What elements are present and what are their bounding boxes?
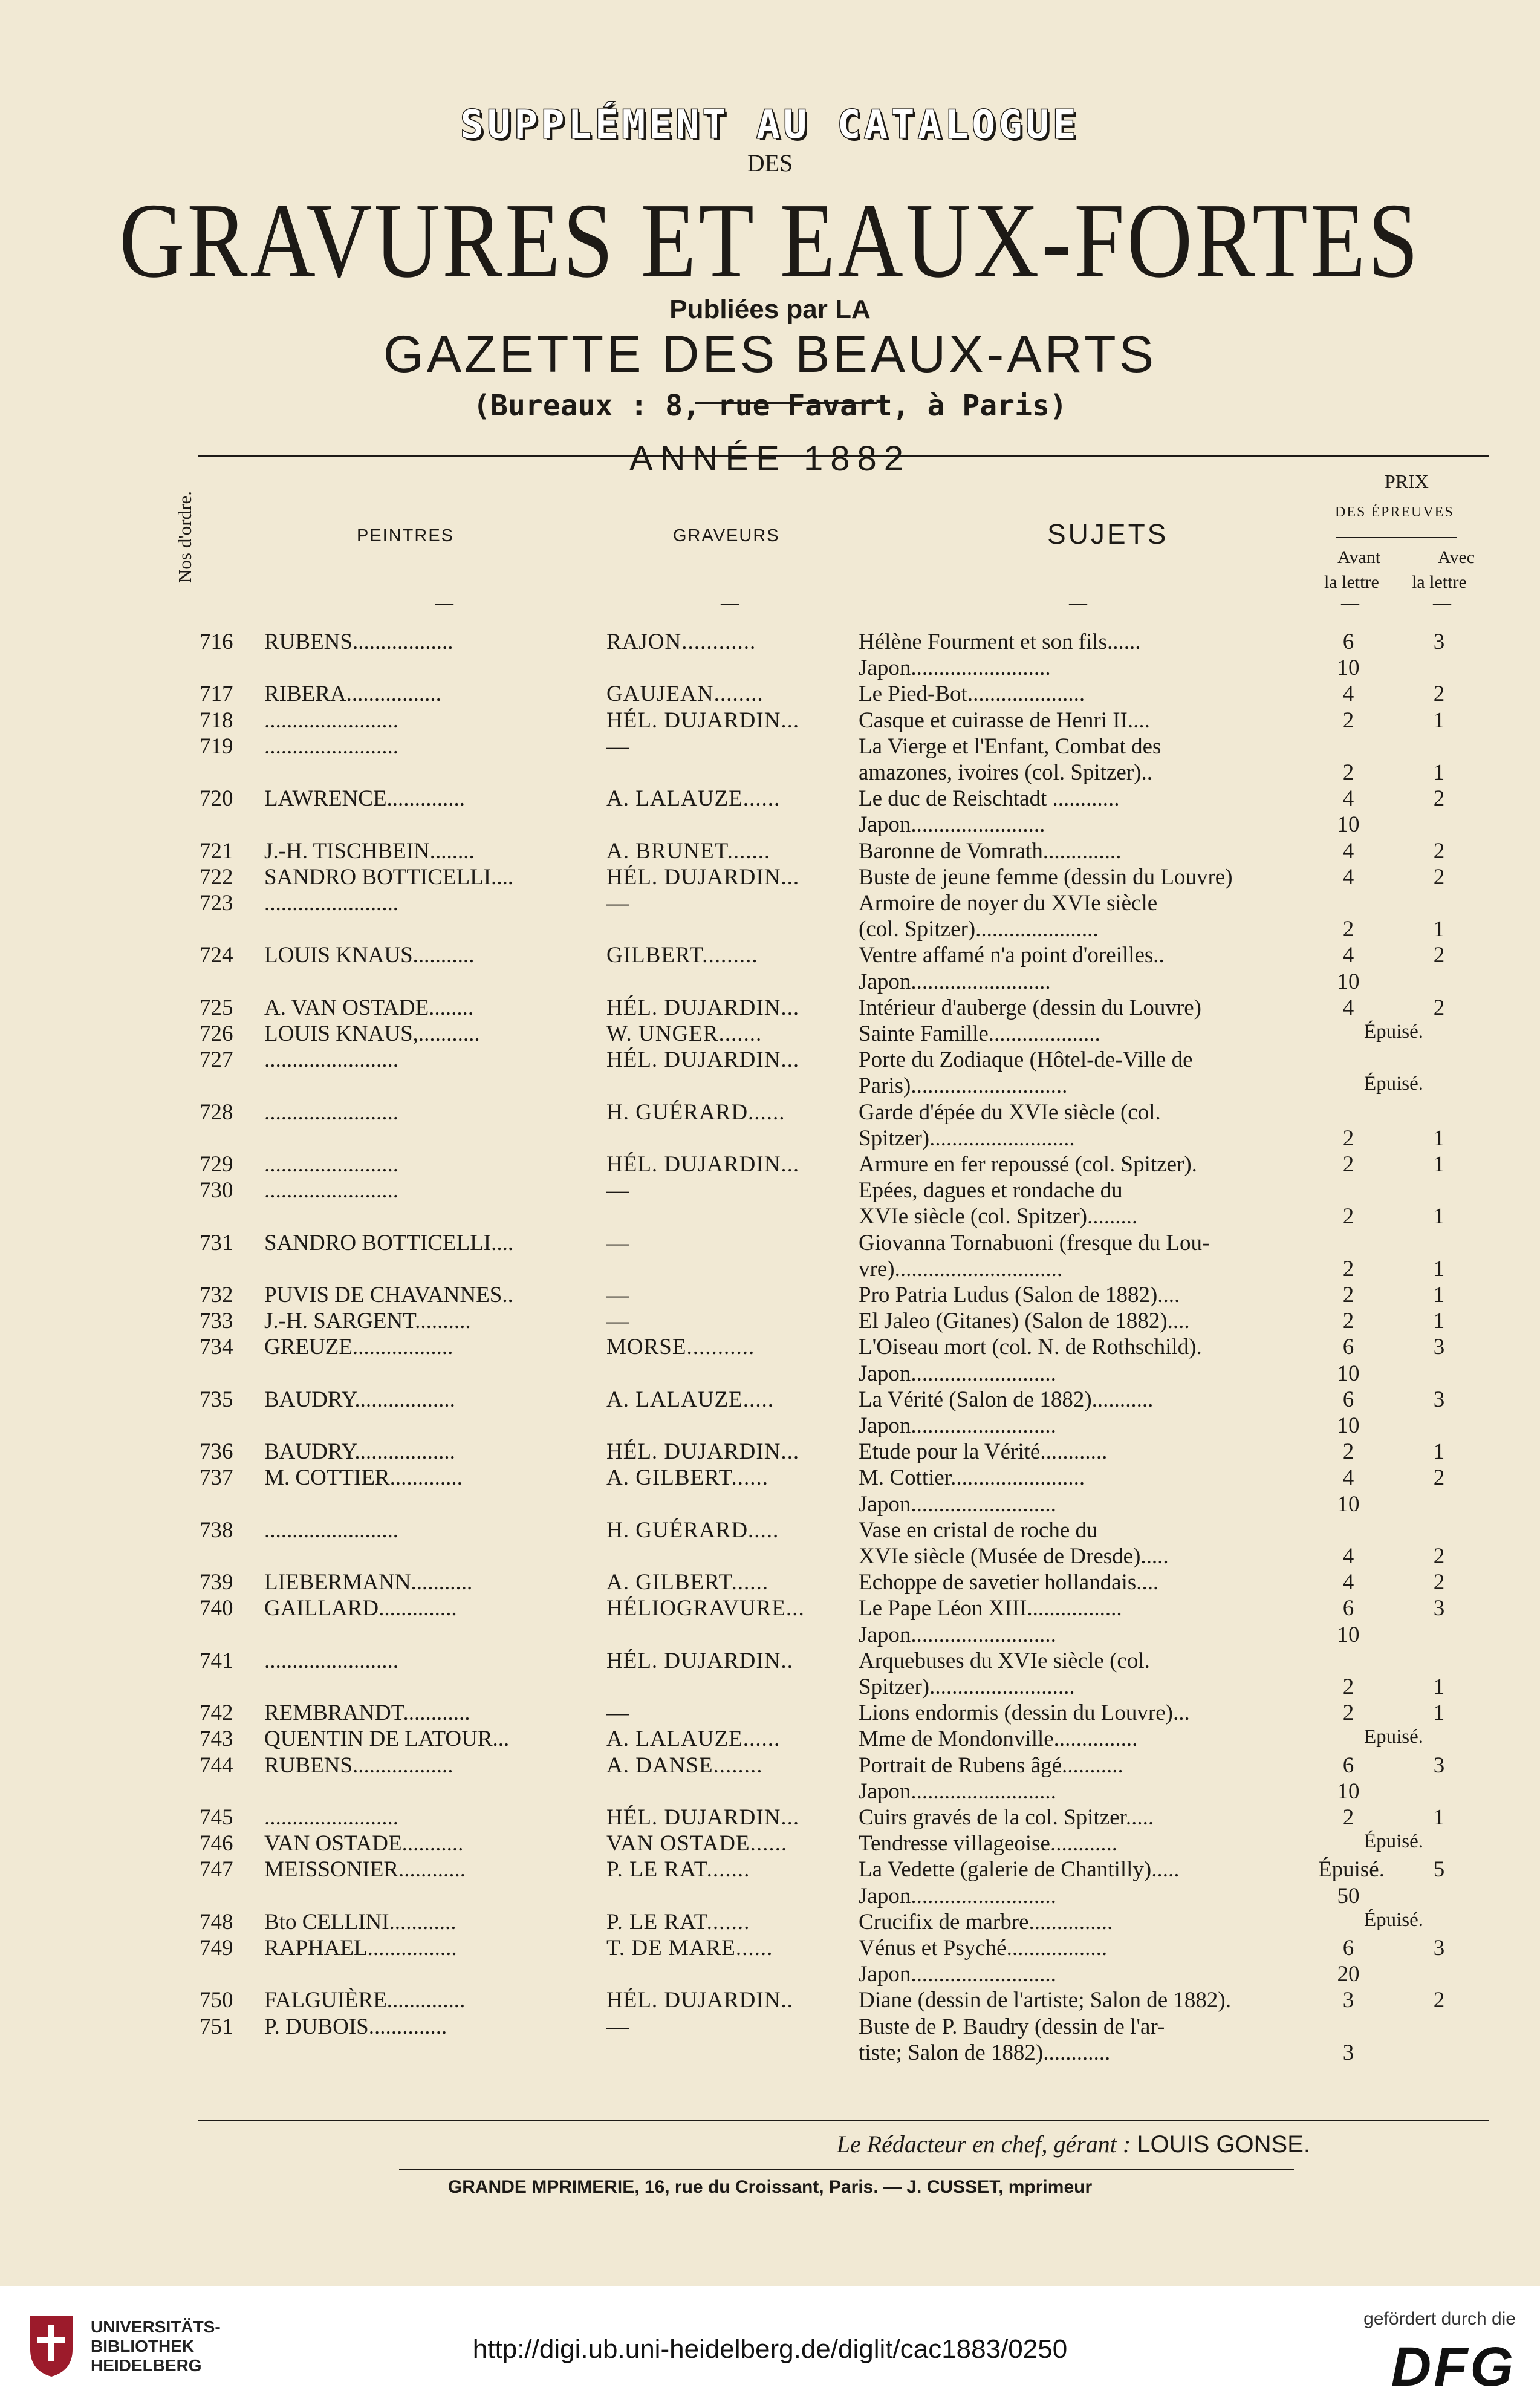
sujet-cell: Crucifix de marbre............... [859, 1909, 1113, 1935]
ordre-number: 720 [200, 786, 233, 812]
price-avant-cell: 10 [1337, 656, 1360, 681]
peintre-cell: ........................ [264, 1099, 398, 1125]
price-avec-cell: 1 [1433, 1701, 1445, 1726]
price-avec-cell: 2 [1433, 682, 1445, 707]
peintre-cell: A. VAN OSTADE........ [264, 995, 474, 1020]
price-avec-cell: 1 [1433, 1204, 1445, 1229]
price-avant-cell: 6 [1342, 630, 1354, 654]
avec-lettre-header: la lettre [1412, 572, 1467, 592]
printer-line: GRANDE MPRIMERIE, 16, rue du Croissant, Paris. — J. CUSSET, mprimeur [447, 2177, 1093, 2197]
sujet-cell: Portrait de Rubens âgé........... [859, 1753, 1123, 1778]
peintre-cell: RUBENS.................. [264, 1753, 453, 1778]
price-avant-cell: 2 [1342, 1256, 1354, 1281]
price-avant-cell: 10 [1337, 1413, 1360, 1438]
price-avant-cell: 2 [1342, 1309, 1354, 1334]
peintre-cell: ........................ [264, 1152, 398, 1177]
gazette-title: GAZETTE DES BEAUX-ARTS [383, 325, 1157, 383]
epuise-cell: Épuisé. [1363, 1073, 1424, 1095]
epuise-cell: Épuisé. [1363, 1021, 1424, 1043]
graveurs-dash: — [721, 593, 739, 613]
price-avant-cell: 3 [1342, 1988, 1354, 2013]
graveur-cell: A. GILBERT...... [606, 1465, 768, 1491]
price-avec-cell: 3 [1433, 1936, 1445, 1961]
ordre-number: 728 [200, 1099, 233, 1125]
peintre-cell: M. COTTIER............. [264, 1465, 463, 1491]
sujet-cell: Japon......................... [859, 656, 1051, 681]
ordre-number: 741 [200, 1648, 233, 1673]
des-label: DES [747, 149, 793, 177]
graveur-cell: W. UNGER....... [606, 1021, 762, 1046]
graveur-cell: HÉL. DUJARDIN... [606, 995, 800, 1020]
peintres-header: PEINTRES [357, 526, 455, 545]
graveur-cell: — [606, 1309, 629, 1334]
price-avec-cell: 2 [1433, 995, 1445, 1020]
sujet-cell: Paris)............................ [859, 1073, 1068, 1099]
price-avant-cell: 2 [1342, 1675, 1354, 1699]
price-avec-cell: 2 [1433, 838, 1445, 864]
epreuves-rule [1336, 537, 1457, 538]
ordre-number: 732 [200, 1283, 233, 1307]
price-avant-cell: 6 [1342, 1596, 1354, 1621]
price-avant-cell: 4 [1342, 943, 1354, 968]
graveur-cell: — [606, 1701, 629, 1726]
printer-rule [399, 2169, 1294, 2170]
peintre-cell: SANDRO BOTTICELLI.... [264, 1230, 514, 1255]
peintre-cell: BAUDRY.................. [264, 1439, 455, 1465]
graveur-cell: — [606, 1230, 629, 1255]
price-avec-cell: 1 [1433, 1256, 1445, 1281]
price-avec-cell: 3 [1433, 1596, 1445, 1621]
ordre-number: 746 [200, 1831, 233, 1857]
price-avec-cell: 3 [1433, 1753, 1445, 1778]
redacteur-label: Le Rédacteur en chef, gérant : [836, 2130, 1131, 2158]
graveur-cell: RAJON............ [606, 630, 756, 654]
price-avec-cell: 1 [1433, 1805, 1445, 1830]
ordre-number: 729 [200, 1152, 233, 1177]
price-avec-cell: 1 [1433, 1283, 1445, 1307]
price-avant-cell: 2 [1342, 1125, 1354, 1151]
price-avec-cell: 2 [1433, 1570, 1445, 1595]
sujet-cell: Pro Patria Ludus (Salon de 1882).... [859, 1283, 1180, 1307]
ordre-number: 751 [200, 2014, 233, 2039]
price-avant-cell: 3 [1342, 2040, 1354, 2065]
ordre-number: 723 [200, 891, 233, 916]
sujet-cell: Diane (dessin de l'artiste; Salon de 1882). [859, 1988, 1231, 2013]
price-avant-cell: 4 [1342, 995, 1354, 1020]
sujet-cell: Lions endormis (dessin du Louvre)... [859, 1701, 1190, 1726]
ordre-number: 717 [200, 682, 233, 707]
epreuves-header: DES ÉPREUVES [1335, 504, 1454, 520]
graveur-cell: A. GILBERT...... [606, 1570, 768, 1595]
sujet-cell: Japon.......................... [859, 1361, 1056, 1386]
sujet-cell: Vase en cristal de roche du [859, 1517, 1098, 1543]
peintre-cell: FALGUIÈRE.............. [264, 1988, 466, 2013]
graveur-cell: — [606, 891, 629, 916]
price-avant-cell: 10 [1337, 969, 1360, 994]
price-avant-cell: 4 [1342, 1570, 1354, 1595]
peintre-cell: ........................ [264, 891, 398, 916]
graveurs-header: GRAVEURS [673, 526, 780, 545]
epuise-cell: Épuisé. [1363, 1909, 1424, 1931]
ordre-number: 719 [200, 734, 233, 759]
avec-header: Avec [1438, 547, 1475, 567]
price-avant-cell: 4 [1342, 838, 1354, 864]
graveur-cell: A. BRUNET....... [606, 838, 771, 864]
peintre-cell: ........................ [264, 734, 398, 759]
graveur-cell: T. DE MARE...... [606, 1936, 773, 1961]
peintre-cell: ........................ [264, 708, 398, 733]
table-bottom-rule [198, 2120, 1489, 2121]
sujet-cell: Intérieur d'auberge (dessin du Louvre) [859, 995, 1201, 1020]
peintre-cell: GAILLARD.............. [264, 1596, 457, 1621]
graveur-cell: HÉL. DUJARDIN.. [606, 1988, 793, 2013]
sujet-cell: Le Pied-Bot..................... [859, 682, 1085, 707]
sujet-cell: Cuirs gravés de la col. Spitzer..... [859, 1805, 1154, 1830]
sujet-cell: Casque et cuirasse de Henri II.... [859, 708, 1150, 733]
sujet-cell: Japon.......................... [859, 1779, 1056, 1804]
price-avant-cell: 2 [1342, 1152, 1354, 1177]
ordre-number: 742 [200, 1701, 233, 1726]
peintre-cell: PUVIS DE CHAVANNES.. [264, 1283, 513, 1307]
graveur-cell: A. DANSE........ [606, 1753, 763, 1778]
price-avant-cell: 20 [1337, 1962, 1360, 1987]
peintre-cell: RUBENS.................. [264, 630, 453, 654]
sujet-cell: Echoppe de savetier hollandais.... [859, 1570, 1159, 1595]
graveur-cell: A. LALAUZE..... [606, 1387, 775, 1412]
epuise-cell: Épuisé. [1363, 1831, 1424, 1853]
sujet-cell: Porte du Zodiaque (Hôtel-de-Ville de [859, 1047, 1193, 1073]
price-avant-cell: 6 [1342, 1387, 1354, 1412]
graveur-cell: — [606, 1178, 629, 1203]
sujet-cell: (col. Spitzer)...................... [859, 917, 1099, 942]
sujet-cell: Japon......................... [859, 969, 1051, 994]
peintre-cell: GREUZE.................. [264, 1335, 453, 1360]
peintre-cell: QUENTIN DE LATOUR... [264, 1727, 510, 1752]
graveur-cell: A. LALAUZE...... [606, 786, 781, 812]
sujet-cell: vre).............................. [859, 1256, 1063, 1281]
source-url[interactable]: http://digi.ub.uni-heidelberg.de/diglit/cac1883/0250 [472, 2334, 1068, 2364]
ordre-number: 718 [200, 708, 233, 733]
price-avec-cell: 1 [1433, 917, 1445, 942]
price-avec-cell: 2 [1433, 864, 1445, 890]
graveur-cell: — [606, 1283, 629, 1307]
price-avant-cell: 2 [1342, 760, 1354, 785]
uni-line-3: HEIDELBERG [91, 2356, 202, 2375]
peintre-cell: MEISSONIER............ [264, 1857, 466, 1883]
price-avant-cell: 2 [1342, 1439, 1354, 1465]
peintre-cell: REMBRANDT............ [264, 1701, 470, 1726]
sujet-cell: amazones, ivoires (col. Spitzer).. [859, 760, 1152, 785]
redacteur-name: LOUIS GONSE. [1137, 2131, 1310, 2158]
sujet-cell: Japon.......................... [859, 1962, 1056, 1987]
price-avant-cell: Épuisé. [1318, 1857, 1385, 1883]
peintre-cell: LOUIS KNAUS,........... [264, 1021, 480, 1046]
ordre-number: 724 [200, 943, 233, 968]
ordre-number: 735 [200, 1387, 233, 1412]
avant-lettre-header: la lettre [1324, 572, 1379, 592]
ordre-number: 750 [200, 1988, 233, 2013]
graveur-cell: H. GUÉRARD..... [606, 1517, 779, 1543]
ordre-number: 749 [200, 1936, 233, 1961]
graveur-cell: HÉLIOGRAVURE... [606, 1596, 805, 1621]
graveur-cell: HÉL. DUJARDIN... [606, 708, 800, 733]
price-avec-cell: 1 [1433, 1152, 1445, 1177]
uni-line-1: UNIVERSITÄTS- [91, 2317, 221, 2336]
price-avant-cell: 4 [1342, 1544, 1354, 1569]
uni-line-2: BIBLIOTHEK [91, 2337, 195, 2355]
epuise-cell: Epuisé. [1363, 1726, 1424, 1748]
sujet-cell: Ventre affamé n'a point d'oreilles.. [859, 943, 1165, 968]
price-avec-cell: 3 [1433, 1387, 1445, 1412]
graveur-cell: HÉL. DUJARDIN... [606, 1152, 800, 1177]
price-avec-cell: 2 [1433, 786, 1445, 812]
ordre-number: 748 [200, 1909, 233, 1935]
page-header [0, 103, 1540, 479]
sujet-cell: Epées, dagues et rondache du [859, 1178, 1123, 1203]
price-avant-cell: 10 [1337, 1779, 1360, 1804]
price-avec-cell: 1 [1433, 1675, 1445, 1699]
sujet-cell: Japon........................ [859, 812, 1045, 838]
sujet-cell: Tendresse villageoise............ [859, 1831, 1117, 1857]
avant-header: Avant [1337, 547, 1381, 567]
year-rule [695, 402, 877, 404]
sujet-cell: Baronne de Vomrath.............. [859, 838, 1122, 864]
sujet-cell: XVIe siècle (Musée de Dresde)..... [859, 1544, 1169, 1569]
ordre-number: 739 [200, 1570, 233, 1595]
price-avant-cell: 6 [1342, 1936, 1354, 1961]
price-avec-cell: 1 [1433, 1309, 1445, 1334]
peintre-cell: J.-H. TISCHBEIN........ [264, 838, 475, 864]
price-avant-cell: 10 [1337, 812, 1360, 838]
peintre-cell: P. DUBOIS.............. [264, 2014, 447, 2039]
ordre-number: 721 [200, 838, 233, 864]
sujet-cell: Arquebuses du XVIe siècle (col. [859, 1648, 1150, 1673]
sujet-cell: Armure en fer repoussé (col. Spitzer). [859, 1152, 1197, 1177]
peintre-cell: RIBERA................. [264, 682, 441, 707]
peintre-cell: SANDRO BOTTICELLI.... [264, 864, 514, 890]
price-avant-cell: 2 [1342, 1805, 1354, 1830]
peintre-cell: BAUDRY.................. [264, 1387, 455, 1412]
year-title: ANNÉE 1882 [629, 439, 911, 478]
price-avec-cell: 1 [1433, 708, 1445, 733]
library-footer [0, 2286, 1540, 2402]
sujet-cell: XVIe siècle (col. Spitzer)......... [859, 1204, 1138, 1229]
graveur-cell: — [606, 734, 629, 759]
publisher-line: Publiées par LA [669, 295, 871, 324]
sujet-cell: Japon.......................... [859, 1883, 1056, 1909]
avec-dash: — [1433, 593, 1451, 613]
sujet-cell: Le Pape Léon XIII................. [859, 1596, 1122, 1621]
sujet-cell: Buste de jeune femme (dessin du Louvre) [859, 864, 1233, 890]
main-title: GRAVURES ET EAUX-FORTES [119, 181, 1421, 300]
ordre-number: 730 [200, 1178, 233, 1203]
graveur-cell: P. LE RAT....... [606, 1857, 750, 1883]
price-avec-cell: 2 [1433, 1544, 1445, 1569]
sujet-cell: Armoire de noyer du XVIe siècle [859, 891, 1158, 916]
price-avant-cell: 6 [1342, 1753, 1354, 1778]
ordre-number: 744 [200, 1753, 233, 1778]
peintre-cell: VAN OSTADE........... [264, 1831, 464, 1857]
table-top-rule [198, 455, 1489, 457]
peintre-cell: J.-H. SARGENT.......... [264, 1309, 471, 1334]
price-avant-cell: 10 [1337, 1491, 1360, 1517]
graveur-cell: HÉL. DUJARDIN... [606, 1805, 800, 1830]
price-avant-cell: 2 [1342, 1283, 1354, 1307]
graveur-cell: GILBERT......... [606, 943, 758, 968]
sujet-cell: Mme de Mondonville............... [859, 1727, 1138, 1752]
sujet-cell: Garde d'épée du XVIe siècle (col. [859, 1099, 1161, 1125]
price-avec-cell: 1 [1433, 760, 1445, 785]
ordre-number: 722 [200, 864, 233, 890]
ordre-label: Nos d'ordre. [174, 491, 195, 583]
peintre-cell: ........................ [264, 1517, 398, 1543]
price-avant-cell: 4 [1342, 864, 1354, 890]
peintre-cell: RAPHAEL................ [264, 1936, 457, 1961]
sujets-header: SUJETS [1047, 518, 1169, 550]
price-avant-cell: 2 [1342, 1204, 1354, 1229]
ordre-number: 716 [200, 630, 233, 654]
supplement-title: SUPPLÉMENT AU CATALOGUE [460, 103, 1080, 148]
sujet-cell: Vénus et Psyché.................. [859, 1936, 1108, 1961]
graveur-cell: GAUJEAN........ [606, 682, 764, 707]
ordre-number: 731 [200, 1230, 233, 1255]
ordre-number: 736 [200, 1439, 233, 1465]
graveur-cell: MORSE........... [606, 1335, 755, 1360]
ordre-number: 745 [200, 1805, 233, 1830]
funding-note: gefördert durch die [1363, 2309, 1516, 2329]
ordre-number: 740 [200, 1596, 233, 1621]
graveur-cell: A. LALAUZE...... [606, 1727, 781, 1752]
price-avant-cell: 6 [1342, 1335, 1354, 1360]
sujet-cell: Sainte Famille.................... [859, 1021, 1100, 1046]
graveur-cell: HÉL. DUJARDIN.. [606, 1648, 793, 1673]
avant-dash: — [1341, 593, 1359, 613]
peintre-cell: ........................ [264, 1047, 398, 1073]
peintre-cell: LOUIS KNAUS........... [264, 943, 475, 968]
graveur-cell: — [606, 2014, 629, 2039]
ordre-number: 726 [200, 1021, 233, 1046]
peintre-cell: Bto CELLINI............ [264, 1909, 456, 1935]
price-avant-cell: 2 [1342, 917, 1354, 942]
ordre-number: 733 [200, 1309, 233, 1334]
price-avec-cell: 3 [1433, 630, 1445, 654]
ordre-number: 734 [200, 1335, 233, 1360]
sujet-cell: La Vérité (Salon de 1882)........... [859, 1387, 1154, 1412]
price-avec-cell: 5 [1433, 1857, 1445, 1883]
ordre-number: 743 [200, 1727, 233, 1752]
price-avant-cell: 4 [1342, 786, 1354, 812]
ordre-number: 727 [200, 1047, 233, 1073]
sujet-cell: La Vierge et l'Enfant, Combat des [859, 734, 1161, 759]
sujet-cell: Buste de P. Baudry (dessin de l'ar- [859, 2014, 1165, 2039]
sujet-cell: Japon.......................... [859, 1491, 1056, 1517]
ordre-number: 725 [200, 995, 233, 1020]
peintre-cell: LIEBERMANN........... [264, 1570, 473, 1595]
peintre-cell: LAWRENCE.............. [264, 786, 466, 812]
graveur-cell: P. LE RAT....... [606, 1909, 750, 1935]
price-avec-cell: 3 [1433, 1335, 1445, 1360]
graveur-cell: HÉL. DUJARDIN... [606, 864, 800, 890]
peintre-cell: ........................ [264, 1178, 398, 1203]
prix-header: PRIX [1385, 470, 1429, 492]
sujet-cell: Japon.......................... [859, 1413, 1056, 1438]
sujet-cell: Hélène Fourment et son fils...... [859, 630, 1141, 654]
price-avec-cell: 2 [1433, 1988, 1445, 2013]
price-avant-cell: 50 [1337, 1883, 1360, 1909]
price-avant-cell: 10 [1337, 1622, 1360, 1647]
price-avant-cell: 10 [1337, 1361, 1360, 1386]
address-line: (Bureaux : 8, rue Favart, à Paris) [473, 389, 1067, 423]
ordre-number: 747 [200, 1857, 233, 1883]
redacteur-line [837, 2130, 1310, 2158]
peintre-cell: ........................ [264, 1648, 398, 1673]
sujet-cell: Etude pour la Vérité............ [859, 1439, 1108, 1465]
peintre-cell: ........................ [264, 1805, 398, 1830]
peintres-dash: — [435, 593, 453, 613]
sujet-cell: El Jaleo (Gitanes) (Salon de 1882).... [859, 1309, 1190, 1334]
sujet-cell: Le duc de Reischtadt ............ [859, 786, 1120, 812]
price-avant-cell: 4 [1342, 682, 1354, 707]
price-avec-cell: 2 [1433, 943, 1445, 968]
sujet-cell: Spitzer).......................... [859, 1675, 1075, 1699]
graveur-cell: VAN OSTADE...... [606, 1831, 788, 1857]
sujet-cell: Japon.......................... [859, 1622, 1056, 1647]
graveur-cell: HÉL. DUJARDIN... [606, 1047, 800, 1073]
price-avec-cell: 2 [1433, 1465, 1445, 1491]
sujet-cell: M. Cottier........................ [859, 1465, 1085, 1491]
sujet-cell: tiste; Salon de 1882)............ [859, 2040, 1111, 2065]
graveur-cell: HÉL. DUJARDIN... [606, 1439, 800, 1465]
sujets-dash: — [1069, 593, 1087, 613]
dfg-logo: DFG [1391, 2336, 1516, 2398]
sujet-cell: Spitzer).......................... [859, 1125, 1075, 1151]
ordre-number: 738 [200, 1517, 233, 1543]
price-avec-cell: 1 [1433, 1125, 1445, 1151]
price-avec-cell: 1 [1433, 1439, 1445, 1465]
ordre-number: 737 [200, 1465, 233, 1491]
sujet-cell: La Vedette (galerie de Chantilly)..... [859, 1857, 1180, 1883]
price-avant-cell: 4 [1342, 1465, 1354, 1491]
sujet-cell: L'Oiseau mort (col. N. de Rothschild). [859, 1335, 1202, 1360]
sujet-cell: Giovanna Tornabuoni (fresque du Lou- [859, 1230, 1210, 1255]
graveur-cell: H. GUÉRARD...... [606, 1099, 785, 1125]
price-avant-cell: 2 [1342, 1701, 1354, 1726]
price-avant-cell: 2 [1342, 708, 1354, 733]
